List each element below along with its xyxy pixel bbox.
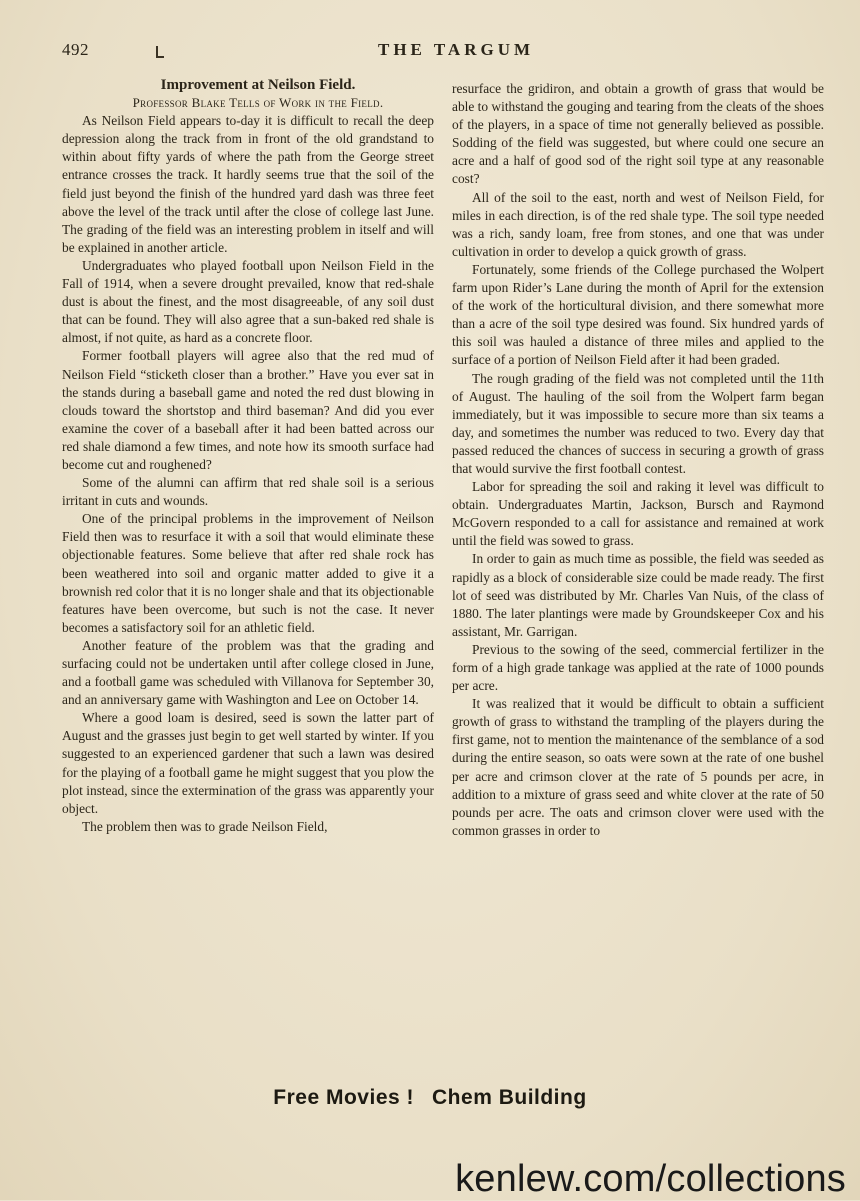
paragraph: Where a good loam is desired, seed is sown the latter part of August and the grasses just begin to get well started by winter. If you suggested to an experienced gardener that such a lawn was desired for the playing of a football game he might suggest that you plow the plot instead, since the extermination of the grass was apparently your object. xyxy=(62,710,434,816)
left-column xyxy=(62,76,434,836)
advertisement-banner xyxy=(0,1086,860,1110)
watermark: kenlew.com/collections xyxy=(455,1158,846,1200)
paragraph-continued: resurface the gridiron, and obtain a growth of grass that would be able to withstand the gouging and tearing from the cleats of the shoes of the players, in a space of time not generally believed as possible. Sodding of the field was suggested, but where could one secure an acre and a half of good sod of the right soil type at any reasonable cost? xyxy=(452,81,824,187)
paragraph: Another feature of the problem was that the grading and surfacing could not be undertaken until after college closed in June, and a football game was scheduled with Villanova for September 30, and an anniversary game with Washington and Lee on October 14. xyxy=(62,637,434,708)
paragraph: Some of the alumni can affirm that red shale soil is a serious irritant in cuts and wounds. xyxy=(62,475,434,509)
page-header xyxy=(62,40,822,64)
page-number: 492 xyxy=(62,40,89,59)
paragraph: As Neilson Field appears to-day it is difficult to recall the deep depression along the track from in front of the old grandstand to within about fifty yards of where the path from the George street entrance crosses the track. It hardly seems true that the soil of the field just beyond the finish of the hundred yard dash was three feet above the level of the track until after the close of college last June. The grading of the field was an interesting problem in itself and will be explained in another article. xyxy=(62,113,434,255)
paragraph: Fortunately, some friends of the College purchased the Wolpert farm upon Rider’s Lane during the month of April for the extension of the work of the horticultural division, and there somewhat more than a acre of the soil type desired was found. Six hundred yards of this soil was hauled a distance of three miles and applied to the surface of a portion of Neilson Field after it had been graded. xyxy=(452,261,824,368)
paragraph: It was realized that it would be difficult to obtain a sufficient growth of grass to withstand the trampling of the players during the first game, not to mention the maintenance of the semblance of a sod during the entire season, so oats were sown at the rate of one bushel per acre and crimson clover at the rate of 5 pounds per acre, in addition to a mixture of grass seed and white clover at the rate of 50 pounds per acre. The oats and crimson clover were used with the common grasses in order to xyxy=(452,696,824,838)
article-subtitle: Professor Blake Tells of Work in the Field. xyxy=(132,95,384,111)
paragraph: Undergraduates who played football upon Neilson Field in the Fall of 1914, when a severe drought prevailed, know that red-shale dust is about the finest, and the most disagreeable, of any soil dust that can be found. They will also agree that a sun-baked red shale is almost, if not quite, as hard as a concrete floor. xyxy=(62,257,434,346)
paragraph: The rough grading of the field was not completed until the 11th of August. The hauling of the soil from the Wolpert farm began immediately, but it was impossible to secure more than six teams a day, and sometimes the number was reduced to two. Every day that passed reduced the chances of success in securing a growth of grass that would survive the first football contest. xyxy=(452,370,824,476)
right-column xyxy=(452,80,824,840)
article-title: Improvement at Neilson Field. xyxy=(160,77,356,93)
paragraph: One of the principal problems in the improvement of Neilson Field then was to resurface it with a soil that would eliminate these objectionable features. Some believe that after red shale rock has been weathered into soil and organic matter added to give it a brownish red color that it is no longer shale and that its objectionable features have been overcome, but such is not the case. It never becomes a satisfactory soil for an athletic field. xyxy=(62,511,434,635)
paragraph: In order to gain as much time as possible, the field was seeded as rapidly as a block of considerable size could be made ready. The first lot of seed was distributed by Mr. Charles Van Nuis, of the class of 1880. The later plantings were made by Groundskeeper Cox and his assistant, Mr. Garrigan. xyxy=(452,551,824,639)
paragraph: Labor for spreading the soil and raking it level was difficult to obtain. Undergraduates Martin, Jackson, Bursch and Raymond McGovern responded to a call for assistance and remained at work until the field was sowed to grass. xyxy=(452,479,824,549)
ink-mark xyxy=(154,46,164,58)
paragraph: All of the soil to the east, north and west of Neilson Field, for miles in each direction, is of the red shale type. The soil type needed was a rich, sandy loam, free from stones, and one that was under cultivation in order to develop a quick growth of grass. xyxy=(452,189,824,259)
ad-free-movies: Free Movies ! xyxy=(273,1086,415,1109)
running-title: THE TARGUM xyxy=(378,40,535,59)
paragraph: The problem then was to grade Neilson Field, xyxy=(82,818,328,834)
ad-chem-building: Chem Building xyxy=(432,1086,587,1109)
paragraph: Former football players will agree also that the red mud of Neilson Field “sticketh closer than a brother.” Have you ever sat in the stands during a baseball game and noted the red dust blowing in clouds toward the shortstop and third baseman? And did you ever examine the cover of a baseball after it had been batted across our red shale diamond a few times, and note how its smooth surface had become cut and roughened? xyxy=(62,348,434,472)
paragraph: Previous to the sowing of the seed, commercial fertilizer in the form of a high grade tankage was applied at the rate of 1000 pounds per acre. xyxy=(452,641,824,694)
